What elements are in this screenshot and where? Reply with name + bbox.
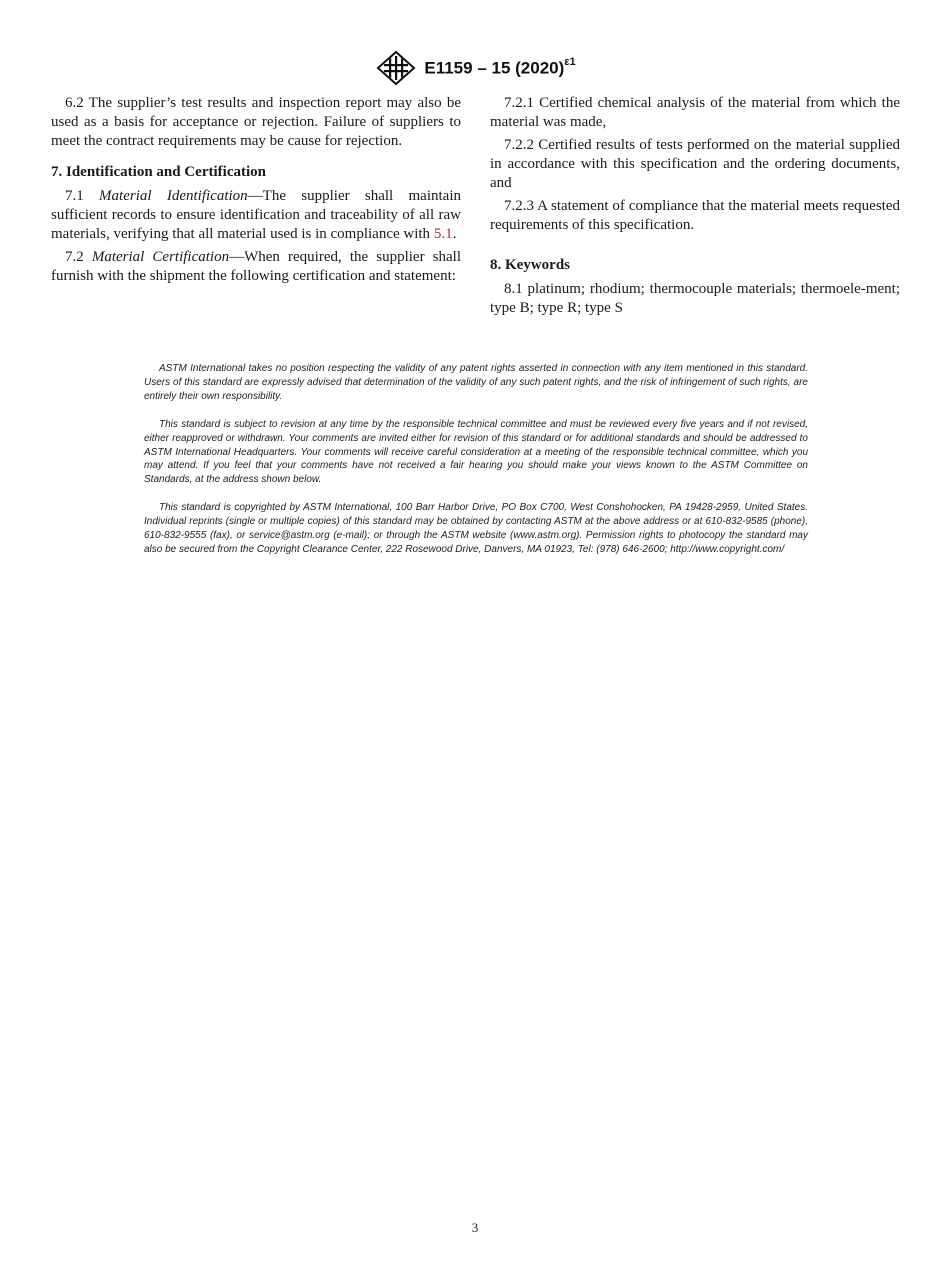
paragraph-7-1: 7.1 Material Identification—The supplier shall maintain sufficient records to ensure identification and traceability of all raw materials, verifying that all material used is in compliance with 5.1.	[51, 188, 461, 242]
paragraph-7-2-1: 7.2.1 Certified chemical analysis of the material from which the material was made,	[490, 95, 900, 130]
page-header	[0, 50, 950, 86]
revision-notice: This standard is subject to revision at any time by the responsible technical committee and must be reviewed every five years and if not revised, either reapproved or withdrawn. Your comments are invited either for revision of this standard or for additional standards and should be addressed to ASTM International Headquarters. Your comments will receive careful consideration at a meeting of the responsible technical committee, which you may attend. If you feel that your comments have not received a fair hearing you should make your views known to the ASTM Committee on Standards, at the address shown below.	[144, 418, 808, 486]
patent-notice: ASTM International takes no position respecting the validity of any patent rights asserted in connection with any item mentioned in this standard. Users of this standard are expressly advised that determination of the validity of any such patent rights, and the risk of infringement of such rights, are entirely their own responsibility.	[144, 363, 808, 402]
section-8-heading: 8. Keywords	[490, 257, 570, 273]
standard-designation: E1159 – 15 $(2020)^{\varepsilon 1}$	[424, 55, 576, 78]
page-number: 3	[471, 1220, 479, 1235]
left-column	[51, 94, 461, 290]
material-identification-title: Material Identification	[99, 188, 248, 204]
astm-logo-icon	[374, 50, 418, 86]
section-7-heading: 7. Identification and Certification	[51, 164, 266, 180]
section-5-1-link[interactable]: 5.1	[433, 226, 453, 242]
epsilon-superscript: ε1	[564, 55, 576, 68]
right-column	[490, 94, 900, 322]
paragraph-7-2-3: 7.2.3 A statement of compliance that the material meets requested requirements of this specification.	[490, 198, 900, 233]
legal-notices	[144, 362, 808, 571]
paragraph-7-2: 7.2 Material Certification—When required, the supplier shall furnish with the shipment the following certification and statement:	[51, 249, 461, 284]
paragraph-7-2-2: 7.2.2 Certified results of tests performed on the material supplied in accordance with this specification and the ordering documents, and	[490, 137, 900, 191]
material-certification-title: Material Certification	[91, 249, 230, 265]
paragraph-8-1: 8.1 platinum; rhodium; thermocouple materials; thermoele-ment; type B; type R; type S	[490, 281, 900, 316]
paragraph-6-2: 6.2 The supplier’s test results and inspection report may also be used as a basis for acceptance or rejection. Failure of suppliers to meet the contract requirements may be cause for rejection.	[51, 95, 461, 149]
copyright-notice: This standard is copyrighted by ASTM International, 100 Barr Harbor Drive, PO Box C700, West Conshohocken, PA 19428-2959, United States. Individual reprints (single or multiple copies) of this standard may be obtained by contacting ASTM at the above address or at 610-832-9585 (phone), 610-832-9555 (fax), or service@astm.org (e-mail); or through the ASTM website (www.astm.org). Permission rights to photocopy the standard may also be secured from the Copyright Clearance Center, 222 Rosewood Drive, Danvers, MA 01923, Tel: (978) 646-2600; http://www.copyright.com/	[144, 502, 808, 555]
